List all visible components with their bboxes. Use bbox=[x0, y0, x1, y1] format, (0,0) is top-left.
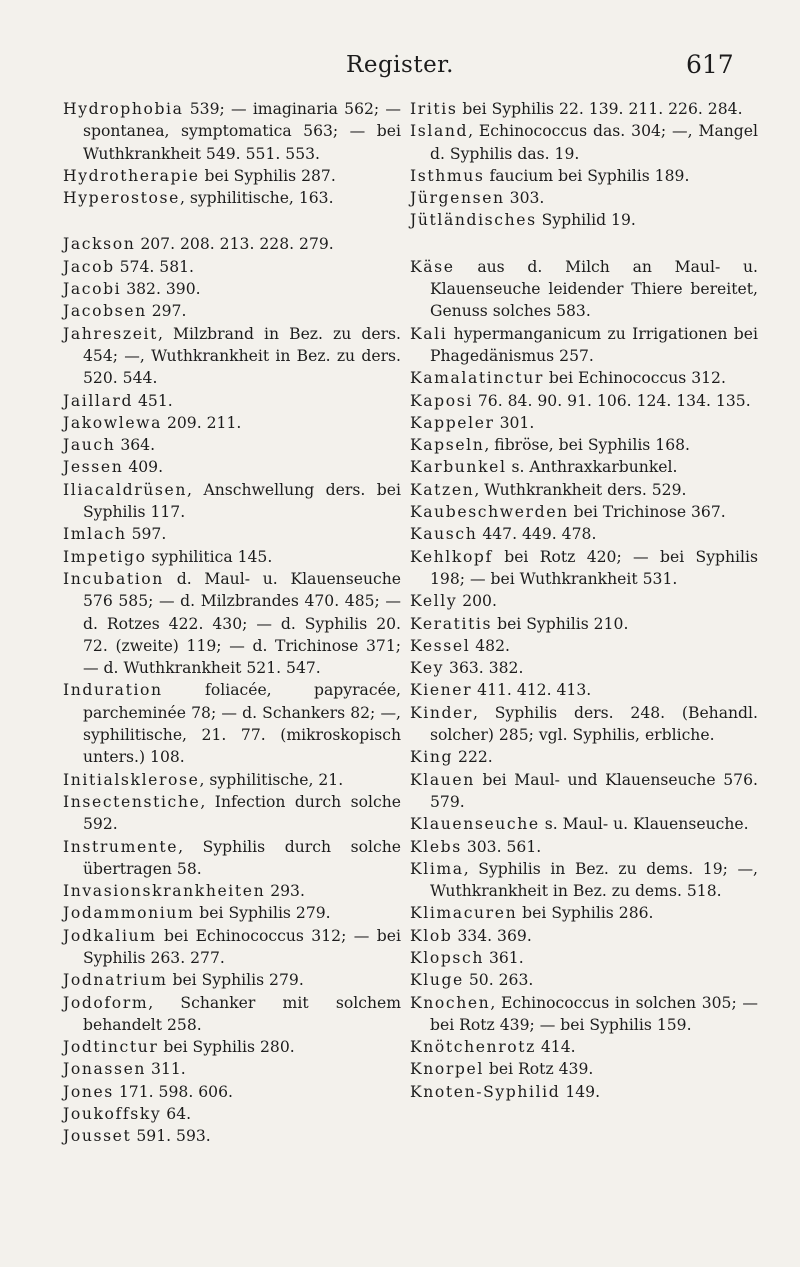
index-entry-references: bei Syphilis 279. bbox=[167, 971, 304, 990]
page-number: 617 bbox=[686, 50, 734, 79]
index-entry-references: 222. bbox=[453, 748, 493, 767]
index-entry bbox=[410, 635, 758, 657]
index-entry bbox=[63, 992, 401, 1037]
index-entry-references: bei Rotz 439. bbox=[483, 1060, 594, 1079]
index-entry-references: , Schanker mit solchem behandelt 258. bbox=[83, 993, 401, 1034]
index-entry-headword: Katzen bbox=[410, 480, 475, 499]
index-entry-references: 574. 581. bbox=[114, 257, 195, 276]
index-entry bbox=[410, 769, 758, 814]
index-entry-headword: Jodtinctur bbox=[63, 1038, 159, 1057]
index-entry bbox=[63, 969, 401, 991]
index-entry bbox=[63, 836, 401, 881]
index-entry-references: , Syphilis in Bez. zu dems. 19; —, Wuthkrankheit in Bez. zu dems. 518. bbox=[430, 859, 758, 901]
index-entry-headword: Klauenseuche bbox=[410, 815, 540, 834]
index-entry-references: , Syphilis ders. 248. (Behandl. solcher) 285; vgl. Syphilis, erbliche. bbox=[430, 703, 758, 745]
index-entry bbox=[63, 1036, 401, 1058]
index-entry bbox=[63, 187, 401, 209]
index-entry-references: bei Syphilis 280. bbox=[158, 1038, 295, 1057]
index-entry-references: , Milzbrand in Bez. zu ders. 454; —, Wuthkrankheit in Bez. zu ders. 520. 544. bbox=[83, 324, 401, 388]
index-entry-headword: Iliacaldrüsen bbox=[63, 480, 188, 499]
index-entry-references: 200. bbox=[457, 592, 497, 611]
index-entry-references: 451. bbox=[133, 391, 173, 410]
index-entry-headword: King bbox=[410, 748, 454, 767]
index-entry bbox=[410, 613, 758, 635]
index-entry-headword: Knorpel bbox=[410, 1060, 484, 1079]
index-entry-headword: Klauen bbox=[410, 770, 475, 789]
index-entry-references: 64. bbox=[161, 1105, 192, 1124]
index-entry-references: syphilitica 145. bbox=[146, 547, 273, 566]
index-entry bbox=[410, 992, 758, 1037]
index-entry bbox=[63, 925, 401, 970]
index-entry-headword: Klimacuren bbox=[410, 904, 518, 923]
index-entry bbox=[63, 769, 401, 791]
index-entry bbox=[410, 925, 758, 947]
index-entry-references: 334. 369. bbox=[452, 926, 532, 945]
index-entry bbox=[410, 390, 758, 412]
index-entry-headword: Jodammonium bbox=[63, 904, 195, 923]
index-entry-references: s. Anthraxkarbunkel. bbox=[506, 458, 678, 477]
index-entry bbox=[63, 523, 401, 545]
index-entry bbox=[63, 233, 401, 255]
index-entry-references: , Wuthkrankheit ders. 529. bbox=[474, 480, 687, 499]
index-entry-references: 597. bbox=[126, 525, 167, 544]
index-entry-references: 409. bbox=[123, 458, 164, 477]
index-entry bbox=[410, 679, 758, 701]
index-entry-references: , Anschwellung ders. bei Syphilis 117. bbox=[83, 480, 401, 522]
index-entry-headword: Knötchenrotz bbox=[410, 1038, 536, 1057]
index-entry-headword: Iritis bbox=[410, 100, 458, 118]
index-entry bbox=[63, 1058, 401, 1080]
index-entry bbox=[410, 1058, 758, 1080]
index-entry bbox=[410, 165, 758, 187]
index-entry bbox=[410, 256, 758, 323]
index-entry bbox=[410, 187, 758, 209]
index-entry-references: 539; — imaginaria 562; — spontanea, symptomatica 563; — bei Wuthkrankheit 549. 551. 553. bbox=[83, 100, 401, 163]
index-entry bbox=[63, 456, 401, 478]
index-entry-headword: Hydrophobia bbox=[63, 100, 184, 118]
index-entry-headword: Kappeler bbox=[410, 413, 495, 432]
index-entry-headword: Klebs bbox=[410, 837, 462, 856]
index-entry bbox=[63, 390, 401, 412]
index-entry-references: 382. 390. bbox=[121, 280, 201, 299]
index-entry-references: 414. bbox=[535, 1038, 576, 1057]
index-entry-references: 171. 598. 606. bbox=[113, 1082, 233, 1101]
index-entry bbox=[410, 98, 758, 120]
index-entry-references: , Echinococcus das. 304; —, Mangel d. Syphilis das. 19. bbox=[430, 122, 758, 163]
index-entry bbox=[410, 479, 758, 501]
index-entry bbox=[410, 120, 758, 165]
index-entry-headword: Kessel bbox=[410, 636, 471, 655]
index-entry-references: bei Maul- und Klauenseuche 576. 579. bbox=[430, 770, 758, 811]
index-entry-headword: Jodoform bbox=[63, 993, 149, 1012]
index-entry-headword: Klopsch bbox=[410, 948, 484, 967]
index-entry bbox=[410, 456, 758, 478]
index-entry bbox=[410, 836, 758, 858]
index-entry-headword: Initialsklerose bbox=[63, 770, 200, 789]
index-entry-headword: Kali bbox=[410, 324, 448, 343]
index-entry-headword: Induration bbox=[63, 681, 163, 700]
index-entry-references: Syphilid 19. bbox=[536, 211, 636, 230]
index-entry-headword: Kaposi bbox=[410, 391, 473, 410]
index-entry-headword: Knoten-Syphilid bbox=[410, 1082, 561, 1101]
index-entry-references: bei Syphilis 287. bbox=[199, 166, 336, 185]
index-entry-headword: Jakowlewa bbox=[63, 413, 162, 432]
index-entry-headword: Jacob bbox=[63, 257, 115, 276]
letter-section-gap bbox=[410, 232, 758, 256]
index-entry bbox=[410, 501, 758, 523]
index-entry-references: 149. bbox=[560, 1082, 601, 1101]
index-entry-headword: Keratitis bbox=[410, 614, 493, 633]
index-entry-headword: Kapseln bbox=[410, 436, 485, 455]
index-entry bbox=[63, 1103, 401, 1125]
index-entry-headword: Key bbox=[410, 659, 445, 678]
index-entry-headword: Kausch bbox=[410, 525, 478, 544]
index-entry-references: foliacée, papyracée, parcheminée 78; — d. Schankers 82; —, syphilitische, 21. 77. (mikroskopisch unters.) 108. bbox=[83, 681, 401, 767]
index-entry bbox=[63, 902, 401, 924]
index-entry-references: 361. bbox=[484, 948, 524, 967]
index-entry-headword: Knochen bbox=[410, 993, 491, 1012]
index-entry-headword: Kelly bbox=[410, 592, 458, 611]
index-entry bbox=[63, 434, 401, 456]
index-entry-references: bei Echinococcus 312; — bei Syphilis 263. 277. bbox=[83, 926, 401, 967]
index-entry bbox=[63, 546, 401, 568]
index-entry bbox=[410, 434, 758, 456]
index-entry-headword: Invasionskrankheiten bbox=[63, 882, 266, 901]
index-entry bbox=[410, 813, 758, 835]
index-entry-headword: Jessen bbox=[63, 458, 124, 477]
index-entry bbox=[410, 546, 758, 591]
index-entry bbox=[410, 969, 758, 991]
index-entry-headword: Hydrotherapie bbox=[63, 166, 200, 185]
index-entry bbox=[410, 412, 758, 434]
index-entry bbox=[410, 323, 758, 368]
index-entry-headword: Jousset bbox=[63, 1127, 132, 1146]
index-column-left bbox=[63, 98, 401, 1148]
index-entry-headword: Jürgensen bbox=[410, 189, 505, 208]
index-entry-references: 207. 208. 213. 228. 279. bbox=[135, 235, 334, 254]
index-entry-headword: Kluge bbox=[410, 971, 464, 990]
index-entry-headword: Impetigo bbox=[63, 547, 147, 566]
index-entry-references: 303. 561. bbox=[461, 837, 542, 856]
index-entry bbox=[410, 702, 758, 747]
index-entry bbox=[63, 791, 401, 836]
index-column-right bbox=[410, 98, 758, 1103]
index-entry bbox=[63, 679, 401, 768]
index-entry bbox=[63, 300, 401, 322]
index-entry-headword: Kinder bbox=[410, 703, 473, 722]
index-entry-headword: Kiener bbox=[410, 681, 473, 700]
index-entry-headword: Isthmus bbox=[410, 166, 485, 185]
index-entry-headword: Instrumente bbox=[63, 837, 179, 856]
index-entry-headword: Jackson bbox=[63, 235, 136, 254]
index-entry-headword: Jaillard bbox=[63, 391, 134, 410]
index-entry-references: 311. bbox=[146, 1060, 186, 1079]
index-entry-references: , Infection durch solche 592. bbox=[83, 792, 401, 834]
index-entry-headword: Klob bbox=[410, 926, 453, 945]
index-entry bbox=[410, 947, 758, 969]
index-entry-headword: Kamalatinctur bbox=[410, 369, 544, 388]
index-entry bbox=[410, 367, 758, 389]
index-entry bbox=[410, 858, 758, 903]
index-entry bbox=[410, 902, 758, 924]
index-entry-references: 209. 211. bbox=[162, 413, 242, 432]
index-entry-headword: Jones bbox=[63, 1082, 114, 1101]
index-entry-references: 447. 449. 478. bbox=[477, 525, 597, 544]
index-entry-headword: Island bbox=[410, 122, 469, 141]
index-entry-references: , syphilitische, 163. bbox=[179, 189, 334, 208]
index-entry-headword: Incubation bbox=[63, 569, 164, 588]
index-entry-references: s. Maul- u. Klauenseuche. bbox=[539, 815, 749, 834]
index-entry-headword: Insectenstiche bbox=[63, 792, 201, 811]
index-entry-headword: Klima bbox=[410, 859, 464, 878]
index-entry-references: , syphilitische, 21. bbox=[199, 770, 344, 789]
index-entry-references: hypermanganicum zu Irrigationen bei Phagedänismus 257. bbox=[430, 324, 758, 365]
index-entry-references: bei Trichinose 367. bbox=[568, 503, 726, 522]
index-entry bbox=[63, 568, 401, 679]
index-entry bbox=[63, 165, 401, 187]
index-entry-headword: Karbunkel bbox=[410, 458, 507, 477]
index-entry-headword: Jacobi bbox=[63, 280, 122, 299]
index-entry-headword: Jodnatrium bbox=[63, 971, 168, 990]
index-entry bbox=[63, 98, 401, 165]
index-entry-references: bei Echinococcus 312. bbox=[543, 369, 726, 388]
index-entry bbox=[63, 278, 401, 300]
index-entry-references: bei Syphilis 210. bbox=[492, 614, 629, 633]
index-entry-headword: Kehlkopf bbox=[410, 547, 493, 566]
index-entry bbox=[410, 1081, 758, 1103]
index-entry-headword: Kaubeschwerden bbox=[410, 503, 569, 522]
index-entry-references: 364. bbox=[115, 436, 156, 455]
index-entry bbox=[63, 1125, 401, 1147]
index-entry bbox=[63, 323, 401, 390]
index-entry-references: 50. 263. bbox=[463, 971, 534, 990]
index-entry-references: 591. 593. bbox=[131, 1127, 211, 1146]
index-entry-references: , fibröse, bei Syphilis 168. bbox=[484, 436, 690, 455]
index-entry bbox=[410, 209, 758, 231]
running-header-title: Register. bbox=[346, 52, 454, 78]
index-entry-references: 482. bbox=[470, 636, 510, 655]
index-entry-references: bei Rotz 420; — bei Syphilis 198; — bei Wuthkrankheit 531. bbox=[430, 547, 758, 588]
index-entry bbox=[63, 256, 401, 278]
index-entry bbox=[410, 523, 758, 545]
index-entry-references: , Echinococcus in solchen 305; — bei Rotz 439; — bei Syphilis 159. bbox=[430, 993, 758, 1034]
index-entry-headword: Jodkalium bbox=[63, 926, 157, 945]
index-entry bbox=[63, 412, 401, 434]
index-entry-headword: Imlach bbox=[63, 525, 127, 544]
index-entry bbox=[410, 746, 758, 768]
index-entry-headword: Joukoffsky bbox=[63, 1105, 162, 1124]
index-entry-references: aus d. Milch an Maul- u. Klauenseuche leidender Thiere bereitet, Genuss solches 583. bbox=[430, 257, 758, 321]
index-entry bbox=[63, 1081, 401, 1103]
index-entry-references: 301. bbox=[494, 413, 535, 432]
index-entry-references: d. Maul- u. Klauenseuche 576 585; — d. Milzbrandes 470. 485; — d. Rotzes 422. 430; — d. Syphilis 20. 72. (zweite) 119; — d. Trichinose 371; — d. Wuthkrankheit 521. 547. bbox=[83, 569, 401, 678]
index-entry-references: bei Syphilis 279. bbox=[194, 904, 331, 923]
index-entry bbox=[63, 880, 401, 902]
letter-section-gap bbox=[63, 209, 401, 233]
index-entry-references: 297. bbox=[146, 302, 187, 321]
index-entry-headword: Käse bbox=[410, 257, 455, 276]
index-entry bbox=[410, 590, 758, 612]
index-entry-references: faucium bei Syphilis 189. bbox=[484, 166, 690, 185]
index-entry-headword: Hyperostose bbox=[63, 189, 180, 208]
index-entry-headword: Jauch bbox=[63, 436, 116, 455]
index-entry bbox=[410, 1036, 758, 1058]
index-entry-headword: Jonassen bbox=[63, 1060, 147, 1079]
index-entry-headword: Jacobsen bbox=[63, 302, 147, 321]
index-entry-references: 293. bbox=[265, 882, 305, 901]
index-entry bbox=[63, 479, 401, 524]
index-entry bbox=[410, 657, 758, 679]
index-entry-references: 303. bbox=[504, 189, 545, 208]
index-entry-references: 411. 412. 413. bbox=[472, 681, 592, 700]
index-entry-references: , Syphilis durch solche übertragen 58. bbox=[83, 837, 401, 878]
index-entry-references: 363. 382. bbox=[444, 659, 524, 678]
index-entry-references: bei Syphilis 22. 139. 211. 226. 284. bbox=[457, 100, 743, 118]
index-entry-references: bei Syphilis 286. bbox=[517, 904, 654, 923]
index-entry-headword: Jahreszeit bbox=[63, 324, 158, 343]
index-entry-headword: Jütländisches bbox=[410, 211, 537, 230]
index-entry-references: 76. 84. 90. 91. 106. 124. 134. 135. bbox=[472, 391, 751, 410]
